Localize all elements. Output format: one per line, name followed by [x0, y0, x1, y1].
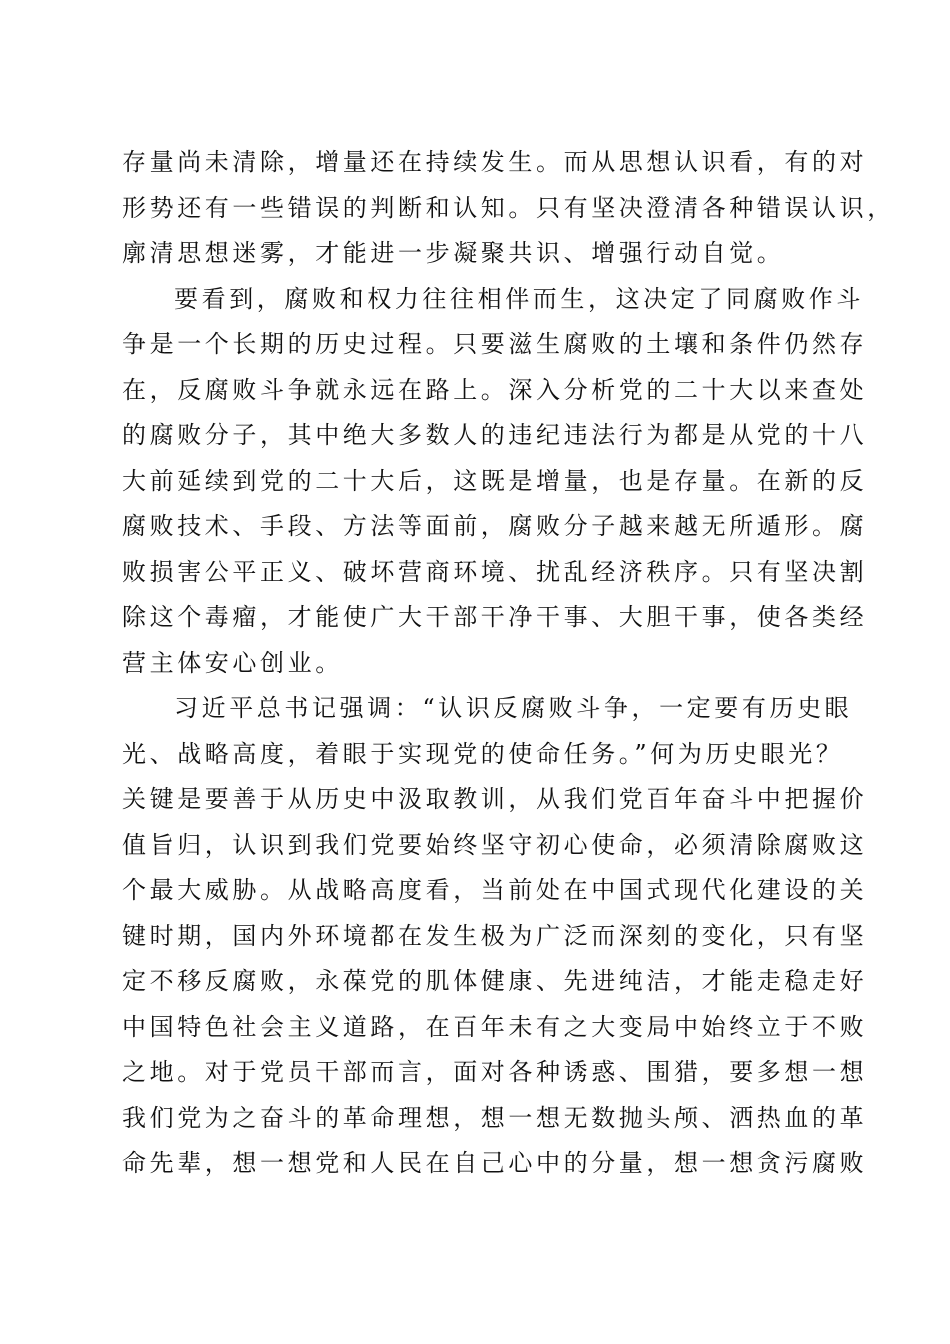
text-line: 值旨归，认识到我们党要始终坚守初心使命，必须清除腐败这	[122, 830, 868, 859]
text-line: 定不移反腐败，永葆党的肌体健康、先进纯洁，才能走稳走好	[122, 967, 868, 995]
paragraph-start-line: 要看到，腐败和权力往往相伴而生，这决定了同腐败作斗	[174, 284, 864, 313]
body-text	[122, 140, 895, 1187]
text-line: 我们党为之奋斗的革命理想，想一想无数抛头颅、洒热血的革	[122, 1103, 868, 1132]
text-line: 除这个毒瘤，才能使广大干部干净干事、大胆干事，使各类经	[122, 603, 868, 631]
text-line: 个最大威胁。从战略高度看，当前处在中国式现代化建设的关	[122, 876, 868, 904]
text-line: 在，反腐败斗争就永远在路上。深入分析党的二十大以来查处	[122, 375, 868, 404]
text-line: 键时期，国内外环境都在发生极为广泛而深刻的变化，只有坚	[122, 921, 868, 950]
text-line: 形势还有一些错误的判断和认知。只有坚决澄清各种错误认识，	[122, 193, 895, 222]
text-line: 争是一个长期的历史过程。只要滋生腐败的土壤和条件仍然存	[122, 330, 868, 358]
text-line: 败损害公平正义、破坏营商环境、扰乱经济秩序。只有坚决割	[122, 557, 868, 586]
text-line: 之地。对于党员干部而言，面对各种诱惑、围猎，要多想一想	[122, 1058, 868, 1086]
paragraph-start-line: 习近平总书记强调：“认识反腐败斗争，一定要有历史眼	[174, 694, 853, 722]
text-line: 中国特色社会主义道路，在百年未有之大变局中始终立于不败	[122, 1012, 868, 1041]
text-line: 廓清思想迷雾，才能进一步凝聚共识、增强行动自觉。	[122, 239, 785, 267]
text-line: 光、战略高度，着眼于实现党的使命任务。”何为历史眼光？	[122, 739, 844, 768]
text-line: 大前延续到党的二十大后，这既是增量，也是存量。在新的反	[122, 466, 868, 495]
text-line: 的腐败分子，其中绝大多数人的违纪违法行为都是从党的十八	[122, 421, 868, 449]
text-line: 存量尚未清除，增量还在持续发生。而从思想认识看，有的对	[122, 148, 868, 176]
text-line: 关键是要善于从历史中汲取教训，从我们党百年奋斗中把握价	[122, 785, 868, 813]
text-line: 腐败技术、手段、方法等面前，腐败分子越来越无所遁形。腐	[122, 512, 868, 540]
text-line: 命先辈，想一想党和人民在自己心中的分量，想一想贪污腐败	[122, 1149, 868, 1177]
text-line: 营主体安心创业。	[122, 648, 343, 677]
